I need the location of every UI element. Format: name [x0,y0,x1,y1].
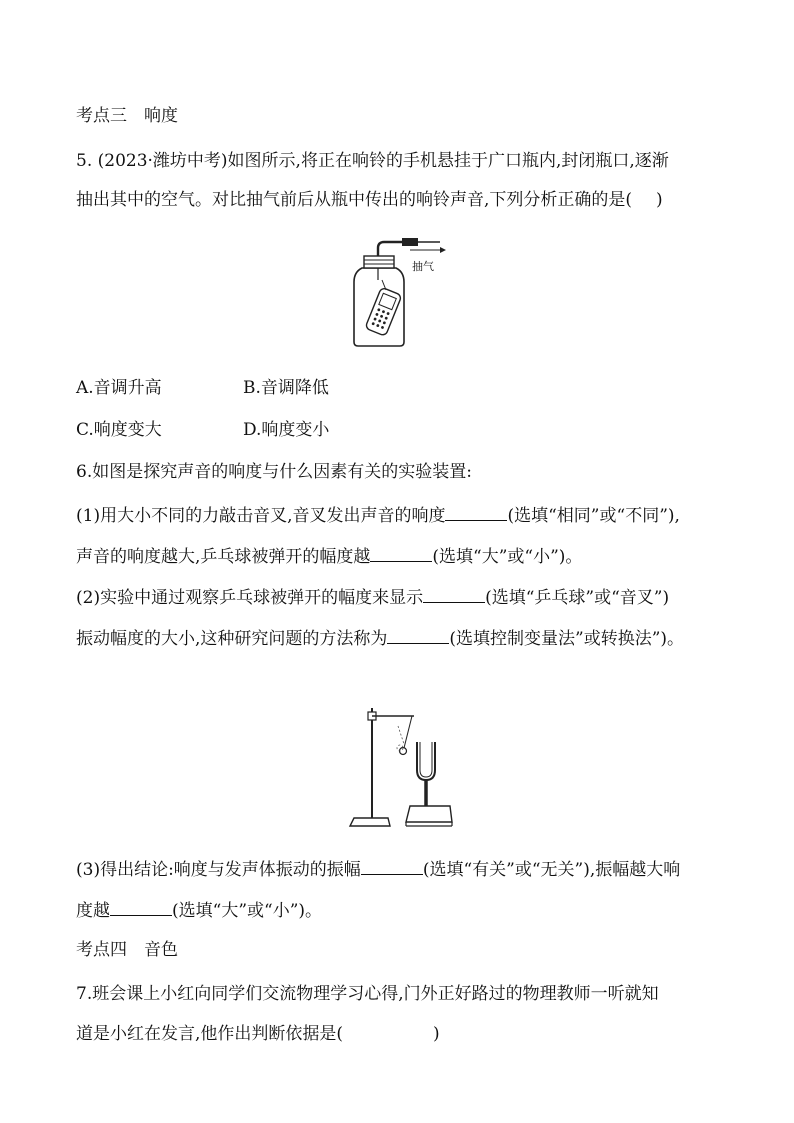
bottle-stopper [364,256,394,268]
q6-p3-line2 [76,897,322,923]
q6-p3-text-c: 度越 [76,901,110,921]
q5-option-d: D.响度变小 [243,420,330,440]
q5-option-b: B.音调降低 [243,378,329,398]
arrow-icon [440,247,446,253]
answer-blank[interactable] [387,625,449,644]
q6-p2-line2 [76,625,684,651]
q6-p2-text-b: (选填“乒乓球”或“音叉”) [485,588,670,608]
section-title-3: 考点三 响度 [76,106,178,126]
q6-p1-text-c: 声音的响度越大,乒乓球被弹开的幅度越 [76,547,371,567]
answer-blank[interactable] [361,856,423,875]
q6-p2-text-d: (选填控制变量法”或转换法”)。 [449,629,685,649]
q5-line2 [76,188,663,212]
resonance-box [406,806,452,822]
q6-p1-line1 [76,502,680,528]
air-tube [378,242,404,256]
q6-p3-text-d: (选填“大”或“小”)。 [172,901,323,921]
answer-blank[interactable] [110,897,172,916]
q6-p1-text-d: (选填“大”或“小”)。 [432,547,583,567]
figure-label-extract-air: 抽气 [412,260,434,273]
q6-p3-text-b: (选填“有关”或“无关”),振幅越大响 [422,860,681,880]
tube-connector [402,238,418,246]
q6-p3-text-a: (3)得出结论:响度与发声体振动的振幅 [76,860,361,880]
q6-p2-text-c: 振动幅度的大小,这种研究问题的方法称为 [76,629,388,649]
q7-line1: 7.班会课上小红向同学们交流物理学习心得,门外正好路过的物理教师一听就知 [76,984,659,1004]
q5-line1: 5. (2023·潍坊中考)如图所示,将正在响铃的手机悬挂于广口瓶内,封闭瓶口,逐渐 [76,151,669,171]
q6-p2-line1 [76,584,669,610]
q6-p3-line1 [76,856,680,882]
pendulum-string [404,716,412,748]
section-title-4: 考点四 音色 [76,940,178,960]
q6-p1-text-a: (1)用大小不同的力敲击音叉,音叉发出声音的响度 [76,506,446,526]
q5-option-a: A.音调升高 [76,378,162,398]
q7-line2-text: 道是小红在发言,他作出判断依据是( [76,1024,344,1044]
q5-line2-text: 抽出其中的空气。对比抽气前后从瓶中传出的响铃声音,下列分析正确的是( [76,190,633,210]
q5-option-c: C.响度变大 [76,420,162,440]
bell-jar-phone-figure [340,228,450,350]
answer-blank[interactable] [370,543,432,562]
q6-intro: 6.如图是探究声音的响度与什么因素有关的实验装置: [76,462,472,482]
answer-blank[interactable] [445,502,507,521]
q7-line2-close-paren: ) [433,1024,440,1044]
q6-p1-text-b: (选填“相同”或“不同”), [507,506,680,526]
q6-p2-text-a: (2)实验中通过观察乒乓球被弹开的幅度来显示 [76,588,424,608]
q5-line2-close-paren: ) [656,190,663,210]
answer-blank[interactable] [423,584,485,603]
q6-p1-line2 [76,543,582,569]
stand-base [350,818,390,826]
tuning-fork-pendulum-figure [344,704,464,832]
phone-icon [365,287,402,336]
q7-line2 [76,1022,440,1046]
